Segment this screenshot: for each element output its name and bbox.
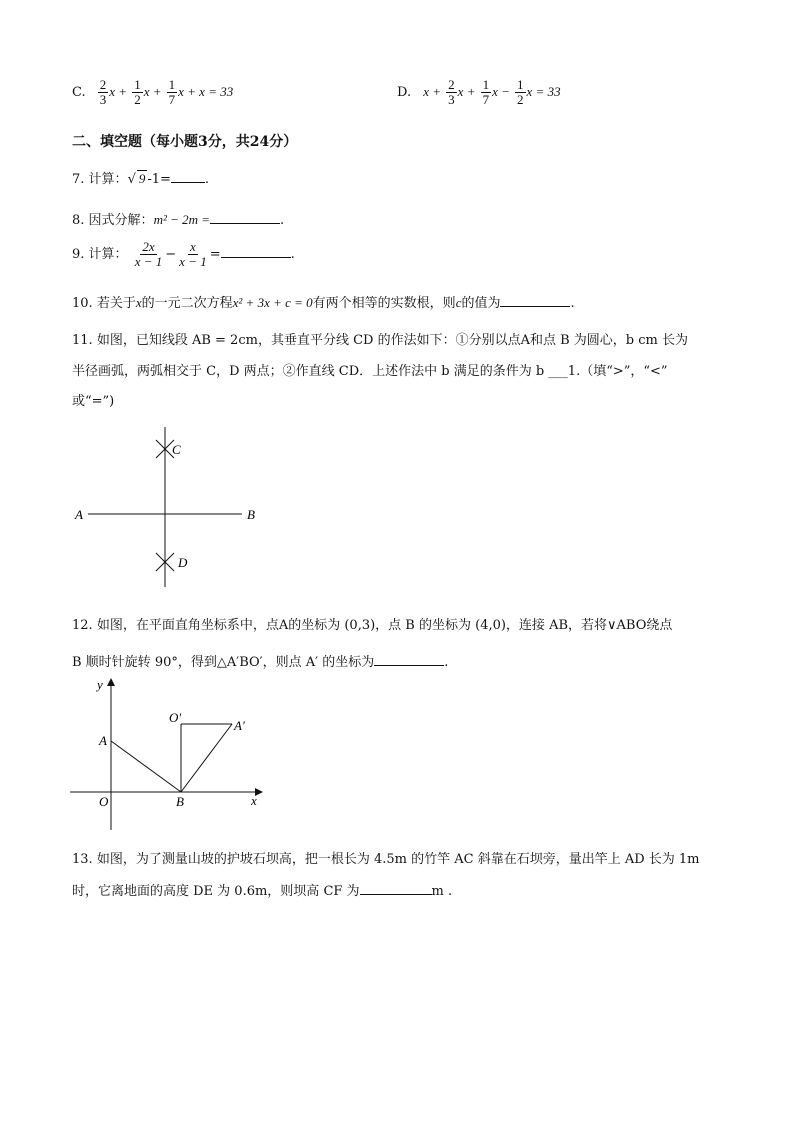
sqrt-radicand: 9 <box>138 171 146 186</box>
fraction <box>133 240 165 269</box>
option-d <box>397 78 561 107</box>
option-c-label: C. <box>72 85 86 100</box>
fraction-denominator: 7 <box>482 92 490 107</box>
answer-blank[interactable] <box>360 882 432 895</box>
question-text: 如图，为了测量山坡的护坡石坝高，把一根长为 4.5m 的竹竿 AC 斜靠在石坝旁，量出竿上 AD 长为 1m <box>96 852 700 867</box>
fraction <box>177 240 209 269</box>
fraction-denominator: 7 <box>168 92 176 107</box>
question-end: . <box>570 296 575 311</box>
answer-blank[interactable] <box>374 653 444 666</box>
expr-part: x + <box>423 84 442 99</box>
segment-a-prime-b <box>181 724 232 792</box>
question-text: B 顺时针旋转 90°，得到△A′BO′，则点 A′ 的坐标为 <box>72 655 375 670</box>
question-12-line-2 <box>72 651 448 670</box>
segment-ab <box>111 741 181 792</box>
option-d-label: D. <box>397 85 412 100</box>
expr-part: x + <box>143 84 162 99</box>
label-b: B <box>247 507 255 522</box>
label-o-prime: O′ <box>169 710 182 725</box>
option-c <box>72 78 233 107</box>
question-text: 计算： <box>88 247 128 262</box>
question-text: 若关于 <box>96 296 136 311</box>
fraction-denominator: x − 1 <box>179 254 207 269</box>
question-number: 9. <box>72 247 85 262</box>
fraction-denominator: 3 <box>99 92 107 107</box>
rotation-figure <box>65 672 270 834</box>
question-number: 13. <box>72 852 93 867</box>
fraction <box>167 78 178 107</box>
fraction <box>481 78 492 107</box>
label-b: B <box>176 794 184 809</box>
question-text: 时，它离地面的高度 DE 为 0.6m，则坝高 CF 为 <box>72 884 360 899</box>
label-d: D <box>178 555 188 570</box>
math-expression: m² − 2m = <box>153 212 211 227</box>
question-end: . <box>290 247 295 262</box>
fraction-numerator: 2 <box>99 77 107 92</box>
answer-blank[interactable] <box>500 294 570 307</box>
question-end: . <box>204 172 210 187</box>
answer-blank[interactable] <box>210 211 280 224</box>
expr-part: x + <box>109 84 128 99</box>
question-13-line-1 <box>72 848 700 867</box>
question-text: 有两个相等的实数根，则 <box>312 296 456 311</box>
unit: m . <box>431 884 453 899</box>
question-11-line-1 <box>72 329 688 348</box>
question-number: 10. <box>72 296 93 311</box>
question-number: 7. <box>72 172 85 187</box>
question-8 <box>72 209 284 228</box>
fraction-numerator: 1 <box>482 77 490 92</box>
answer-blank[interactable] <box>171 170 205 183</box>
label-x: x <box>251 793 257 808</box>
fraction-numerator: x <box>190 239 196 254</box>
question-text: 因式分解： <box>88 213 154 228</box>
question-text: 的一元二次方程 <box>141 296 233 311</box>
question-10 <box>72 292 575 311</box>
question-9 <box>72 240 295 269</box>
fraction <box>515 78 526 107</box>
expr-part: x − <box>492 84 510 99</box>
fraction-denominator: 2 <box>134 92 141 107</box>
question-text: 如图，在平面直角坐标系中，点A的坐标为 (0,3)，点 B 的坐标为 (4,0)，连接 AB，若将∨ABO绕点 <box>96 618 673 633</box>
fraction-denominator: 3 <box>448 92 455 107</box>
question-end: . <box>444 655 449 670</box>
math-variable: x <box>135 295 142 310</box>
fraction-numerator: 1 <box>517 77 524 92</box>
math-expression: x² + 3x + c = 0 <box>232 295 313 310</box>
expr-part: x = 33 <box>526 84 561 99</box>
question-number: 12. <box>72 618 93 633</box>
sqrt-sign: √ <box>127 172 136 187</box>
question-7 <box>72 168 209 187</box>
question-text: 计算： <box>88 172 128 187</box>
label-y: y <box>97 677 103 692</box>
question-number: 11. <box>72 333 93 348</box>
math-operator: − <box>165 247 177 262</box>
math-operator: = <box>209 247 221 262</box>
question-11-line-3: 或“=”) <box>72 394 115 409</box>
answer-blank[interactable] <box>221 245 291 258</box>
math-variable: c <box>455 295 462 310</box>
question-12-line-1 <box>72 614 672 633</box>
question-end: . <box>280 213 285 228</box>
question-text: -1= <box>147 172 171 187</box>
question-text: 的值为 <box>461 296 501 311</box>
expr-part: x + <box>457 84 476 99</box>
label-a-prime: A′ <box>234 718 245 733</box>
fraction <box>98 78 109 107</box>
fraction-numerator: 1 <box>168 77 176 92</box>
label-a: A <box>75 507 83 522</box>
label-o: O <box>99 794 109 809</box>
question-text: 如图，已知线段 AB = 2cm，其垂直平分线 CD 的作法如下：①分别以点A和点 B 为圆心，b cm 长为 <box>96 333 688 348</box>
fraction <box>132 78 143 107</box>
fraction-numerator: 2x <box>142 239 155 254</box>
question-13-line-2 <box>72 880 452 899</box>
fraction <box>446 78 457 107</box>
fraction-numerator: 1 <box>134 77 141 92</box>
label-c: C <box>172 442 181 457</box>
section-heading: 二、填空题（每小题3分，共24分） <box>72 134 298 150</box>
perpendicular-bisector-figure <box>70 425 270 595</box>
expr-part: x + x = 33 <box>178 84 234 99</box>
label-a: A <box>99 733 107 748</box>
fraction-denominator: 2 <box>517 92 524 107</box>
question-number: 8. <box>72 213 85 228</box>
fraction-numerator: 2 <box>448 77 455 92</box>
question-11-line-2: 半径画弧，两弧相交于 C，D 两点；②作直线 CD．上述作法中 b 满足的条件为 b ___1.（填“>”，“<” <box>72 364 668 379</box>
fraction-denominator: x − 1 <box>134 254 163 269</box>
